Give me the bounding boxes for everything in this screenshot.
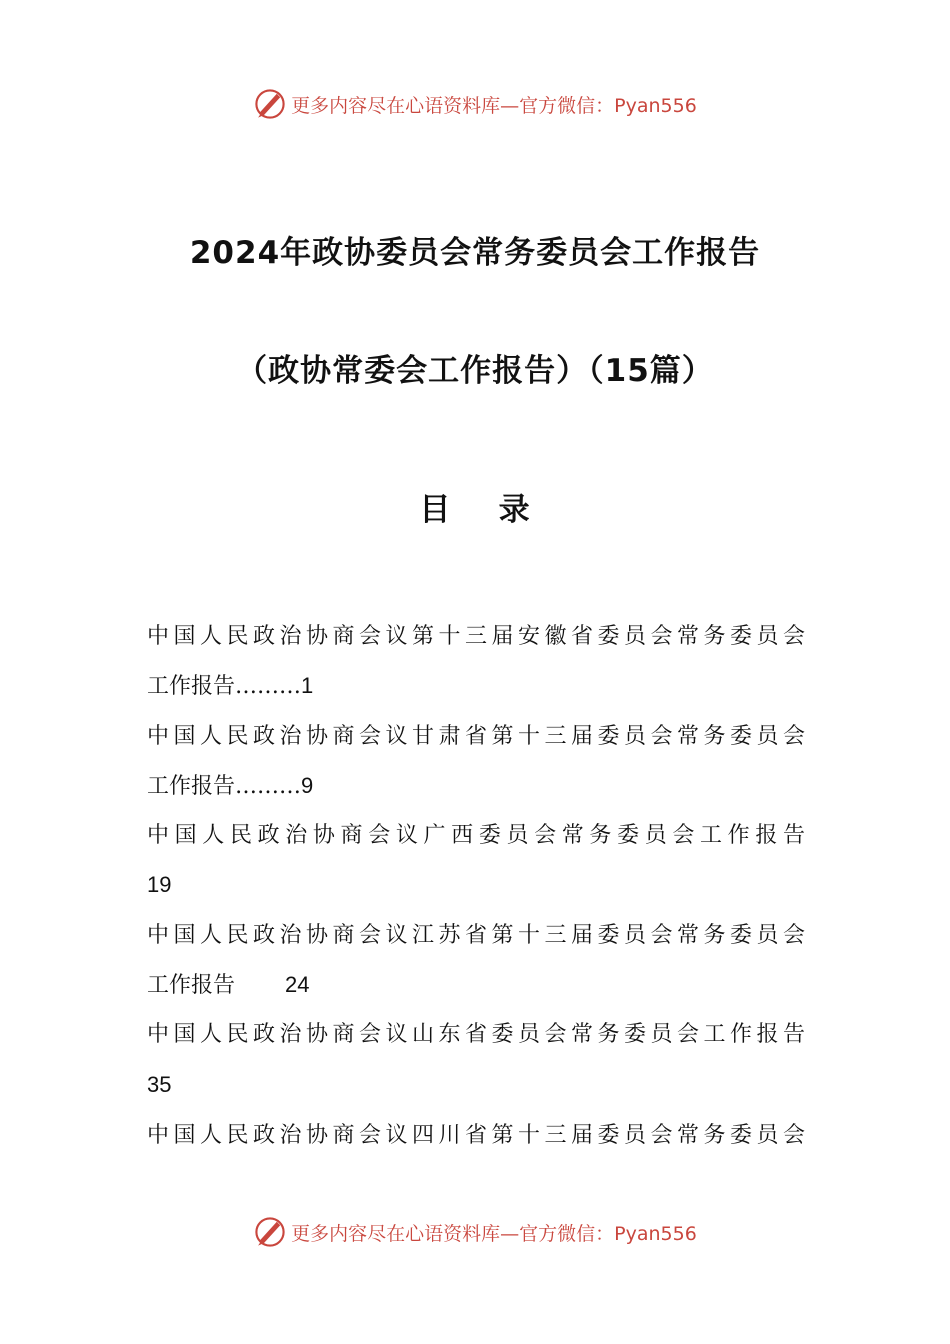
pen-logo-icon: [253, 1215, 287, 1249]
toc-entry-2-page: 9: [301, 773, 314, 798]
toc-entry-1-line1: 中国人民政治协商会议第十三届安徽省委员会常务委员会: [147, 624, 805, 649]
toc-entry-5-line1: 中国人民政治协商会议山东省委员会常务委员会工作报告: [147, 1022, 805, 1047]
toc-entry-4-line1: 中国人民政治协商会议江苏省第十三届委员会常务委员会: [147, 923, 805, 948]
watermark-account: Pyan556: [614, 1222, 697, 1245]
toc-entry-4-page: 24: [285, 972, 310, 997]
toc-entry-2-line1: 中国人民政治协商会议甘肃省第十三届委员会常务委员会: [147, 724, 805, 749]
footer-watermark: [0, 1212, 950, 1252]
watermark-slogan: 更多内容尽在心语资料库—官方微信：: [291, 94, 615, 117]
toc-entry-2-line2: [147, 771, 805, 801]
toc-entry-3-line1: 中国人民政治协商会议广西委员会常务委员会工作报告: [147, 823, 805, 848]
toc-entry-1-text: 工作报告………: [147, 674, 302, 699]
toc-heading: 目 录: [419, 492, 531, 528]
toc-entry-1-line2: [147, 671, 805, 701]
watermark-slogan: 更多内容尽在心语资料库—官方微信：: [291, 1222, 615, 1245]
toc-entry-1-page: 1: [301, 673, 314, 698]
header-watermark: [0, 84, 950, 124]
toc-entry-6-line1: 中国人民政治协商会议四川省第十三届委员会常务委员会: [147, 1123, 805, 1148]
watermark-account: Pyan556: [614, 94, 697, 117]
document-title-line1: 2024年政协委员会常务委员会工作报告: [189, 235, 761, 271]
toc-entry-4-line2: [147, 970, 805, 1000]
toc-entry-5-page: 35: [147, 1072, 172, 1097]
toc-entry-4-text: 工作报告: [147, 973, 236, 998]
document-title-line2: （政协常委会工作报告）（15篇）: [236, 353, 714, 389]
toc-entry-3-page: 19: [147, 872, 172, 897]
pen-logo-icon: [253, 87, 287, 121]
toc-entry-2-text: 工作报告………: [147, 774, 302, 799]
watermark-text: [291, 91, 697, 118]
watermark-text: [291, 1219, 697, 1246]
